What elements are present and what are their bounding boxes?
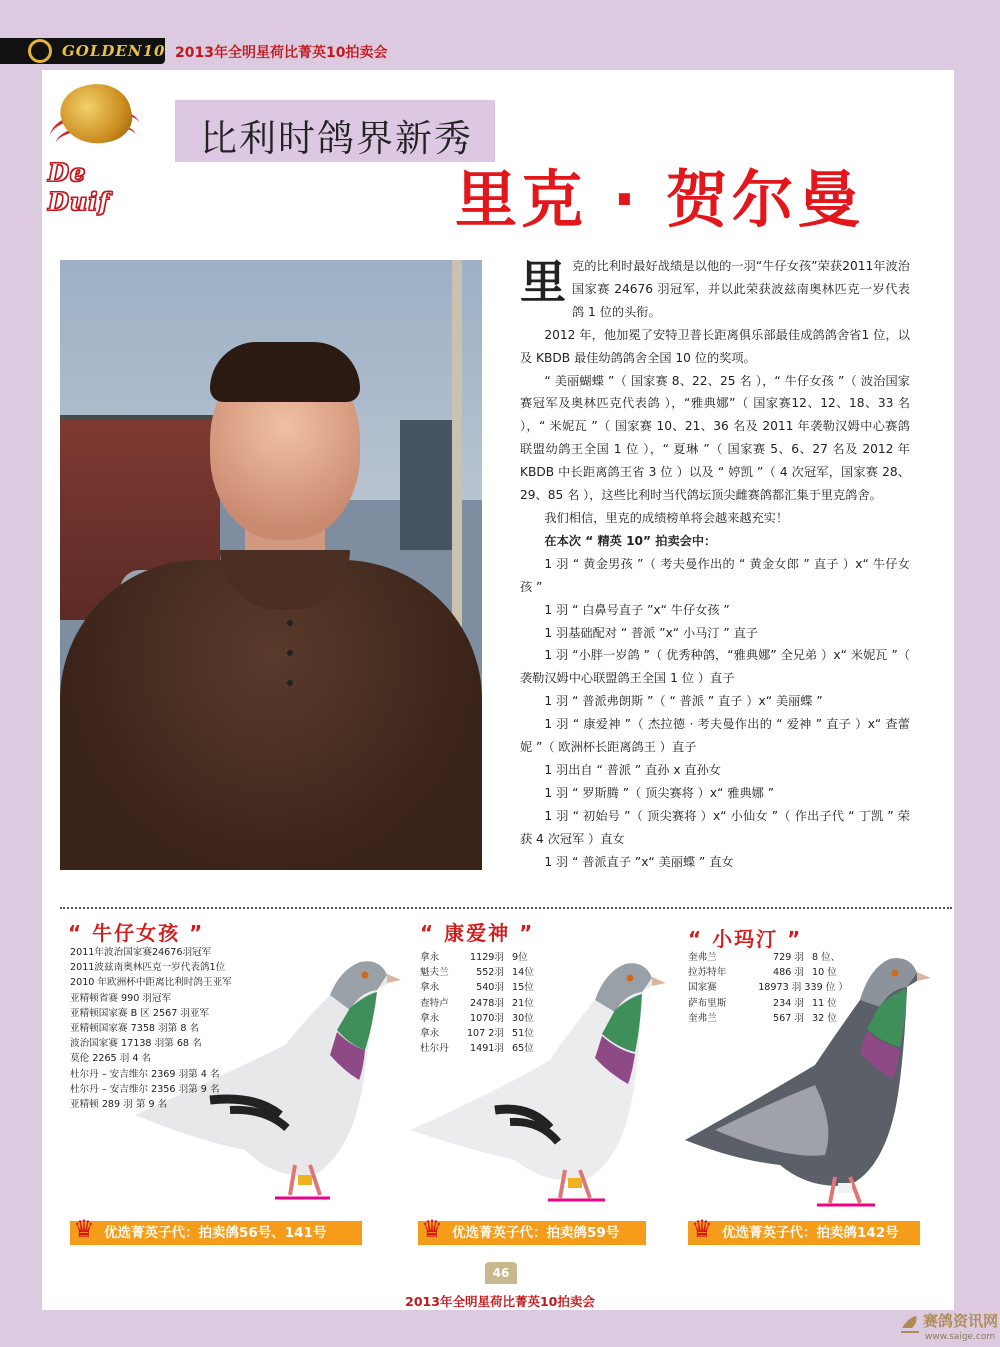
auction-item: 1 羽 “ 罗斯腾 ”（ 顶尖赛将 ）x“ 雅典娜 ”: [544, 785, 775, 800]
shirt-button: [287, 680, 293, 686]
result-row: [420, 980, 552, 995]
birds: 729 羽: [773, 952, 804, 963]
race: 萨布里斯: [688, 997, 727, 1009]
auction-item: 1 羽 “ 黄金男孩 ”（ 考夫曼作出的 “ 黄金女郎 ” 直子 ）x“ 牛仔女孩 ”: [520, 556, 910, 594]
place: 9位: [512, 952, 528, 963]
footer-title: 2013年全明星荷比菁英10拍卖会: [405, 1294, 595, 1309]
result-line: 2010 年欧洲杯中距离比利时鸽王亚军: [70, 977, 232, 989]
pigeon-results-2: [420, 950, 552, 1056]
watermark: [895, 1308, 1000, 1347]
crown-icon: ♛: [421, 1215, 443, 1243]
race: 拉苏特年: [688, 967, 727, 979]
result-row: [688, 1011, 906, 1026]
kicker-title: 比利时鸽界新秀: [200, 117, 473, 160]
result-row: [688, 980, 906, 995]
birds: 2478羽: [469, 997, 504, 1009]
photo-hair: [210, 342, 360, 402]
page-number: 46: [485, 1262, 517, 1284]
watermark-url[interactable]: www.saige.com: [925, 1332, 996, 1342]
birds: 540羽: [476, 982, 504, 994]
auction-item: 1 羽 “ 康爱神 ”（ 杰拉德 · 考夫曼作出的 “ 爱神 ” 直子 ）x“ 查蕾妮 ”（ 欧洲杯长距离鸽王 ）直子: [520, 717, 910, 755]
race: 奎弗兰: [688, 952, 717, 963]
auction-item: 1 羽 “ 白鼻号直子 ”x“ 牛仔女孩 ”: [544, 602, 730, 617]
offspring-badge-1: [70, 1215, 362, 1245]
top-bar: [0, 38, 1000, 64]
auction-item: 1 羽 “ 普派直子 ”x“ 美丽蝶 ” 直女: [544, 854, 734, 869]
dotted-divider: [60, 907, 952, 909]
article-text: 克的比利时最好战绩是以他的一羽“牛仔女孩”荣获2011年波治国家赛 24676 羽冠军，并以此荣获波兹南奥林匹克一岁代表鸽 1 位的头衔。: [572, 259, 910, 319]
birds: 18973 羽 339 位 ）: [758, 982, 848, 994]
race: 拿永: [420, 1012, 440, 1024]
pigeon-results-3: [688, 950, 906, 1026]
watermark-name: 赛鸽资讯网: [923, 1312, 999, 1330]
crown-icon: ♛: [73, 1215, 95, 1243]
logo-text: GOLDEN10: [62, 42, 166, 60]
race: 查特卢: [420, 997, 449, 1009]
result-line: 莫伦 2265 羽 4 名: [70, 1053, 152, 1065]
shirt-button: [287, 650, 293, 656]
badge-text: 优选菁英子代：拍卖鸽142号: [722, 1225, 899, 1241]
auction-item: 1 羽基础配对 “ 普派 ”x“ 小马汀 ” 直子: [544, 625, 758, 640]
birds: 567 羽: [773, 1012, 804, 1024]
place: 8 位、: [812, 952, 841, 963]
logo-ring-icon: [28, 39, 52, 63]
birds: 486 羽: [773, 967, 804, 979]
pigeon-name-2: “ 康爱神 ”: [420, 921, 535, 945]
auction-item: 1 羽出自 “ 普派 ” 直孙 x 直孙女: [544, 762, 721, 777]
headline: 里克 · 贺尔曼: [455, 163, 864, 236]
article-body: [520, 255, 910, 873]
portrait-photo: [60, 260, 482, 870]
place: 15位: [512, 982, 534, 994]
place: 51位: [512, 1028, 534, 1040]
place: 14位: [512, 967, 534, 979]
drop-cap: 里: [520, 255, 566, 309]
brand-name: De Duif: [48, 158, 110, 216]
result-row: [420, 965, 552, 980]
badge-text: 优选菁英子代：拍卖鸽59号: [452, 1225, 620, 1241]
result-line: 杜尔丹 – 安吉维尔 2369 羽第 4 名: [70, 1068, 220, 1080]
auction-item: 1 羽 “小胖一岁鸽 ”（ 优秀种鸽，“雅典娜” 全兄弟 ）x“ 米妮瓦 ”（ 袭勒汉姆中心联盟鸽王全国 1 位 ）直子: [520, 648, 910, 686]
article-paragraph: “ 美丽蝴蝶 ”（ 国家赛 8、22、25 名 ），“ 牛仔女孩 ”（ 波治国家赛冠军及奥林匹克代表鸽 ），“雅典娜”（ 国家赛12、12、18、33 名 ），“ 米妮瓦 ”（ 国家赛 10、21、36 名及 2011 年袭勒汉姆中心赛鸽联盟幼鸽王全国 1 位 ），“ 夏琳 ”（ 国家赛 5、6、27 名及 2012 年 KBDB 中长距离鸽王省 3 位 ）以及 “ 婷凯 ”（ 4 次冠军，国家赛 28、29、85 名 ），这些比利时当代鸽坛顶尖雌赛鸽都汇集于里克鸽舍。: [520, 373, 910, 503]
article-paragraph: 2012 年，他加冕了安特卫普长距离俱乐部最佳成鸽鸽舍省1 位，以及 KBDB 最佳幼鸽鸽舍全国 10 位的奖项。: [520, 327, 910, 365]
race: 奎弗兰: [688, 1012, 717, 1024]
pigeon-name-3: “ 小玛汀 ”: [688, 927, 803, 951]
birds: 1491羽: [469, 1043, 504, 1055]
result-row: [420, 950, 552, 965]
badge-text: 优选菁英子代：拍卖鸽56号、141号: [104, 1225, 327, 1241]
photo-sign: [400, 420, 460, 550]
result-row: [420, 996, 552, 1011]
pigeon-name-1: “ 牛仔女孩 ”: [68, 921, 205, 945]
auction-item: 1 羽 “ 初始号 ”（ 顶尖赛将 ）x“ 小仙女 ”（ 作出子代 “ 丁凯 ” 荣获 4 次冠军 ）直女: [520, 808, 910, 846]
result-line: 亚精顿国家赛 7358 羽第 8 名: [70, 1023, 200, 1035]
birds: 1070羽: [469, 1012, 504, 1024]
place: 10 位: [812, 967, 837, 979]
place: 65位: [512, 1043, 534, 1055]
race: 拿永: [420, 952, 440, 963]
birds: 1129羽: [469, 952, 504, 963]
birds: 552羽: [476, 967, 504, 979]
birds: 107 2羽: [466, 1028, 504, 1040]
result-line: 亚精顿国家赛 B 区 2567 羽亚军: [70, 1007, 210, 1019]
auction-intro: 在本次 “ 精英 10” 拍卖会中：: [544, 533, 717, 548]
race: 魁夫兰: [420, 967, 449, 979]
race: 拿永: [420, 1028, 440, 1040]
result-line: 亚精顿省赛 990 羽冠军: [70, 992, 172, 1004]
result-row: [688, 965, 906, 980]
race: 国家赛: [688, 982, 717, 994]
result-line: 波治国家赛 17138 羽第 68 名: [70, 1038, 202, 1050]
article-paragraph: 我们相信，里克的成绩榜单将会越来越充实！: [544, 510, 789, 525]
birds: 234 羽: [773, 997, 804, 1009]
result-line: 杜尔丹 – 安吉维尔 2356 羽第 9 名: [70, 1083, 220, 1095]
result-line: 亚精顿 289 羽 第 9 名: [70, 1099, 168, 1111]
de-duif-logo: [46, 80, 156, 216]
place: [856, 980, 906, 995]
result-row: [420, 1041, 552, 1056]
race: 拿永: [420, 982, 440, 994]
place: 11 位: [812, 997, 837, 1009]
crown-icon: ♛: [691, 1215, 713, 1243]
golden10-logo: [0, 38, 165, 64]
article-paragraph: [520, 255, 910, 324]
result-row: [688, 950, 906, 965]
pigeon-results-1: [70, 945, 232, 1112]
result-line: 2011年波治国家赛24676羽冠军: [70, 947, 212, 958]
shirt-button: [287, 620, 293, 626]
result-row: [688, 996, 906, 1011]
offspring-badge-2: [418, 1215, 646, 1245]
place: 21位: [512, 997, 534, 1009]
auction-item: 1 羽 “ 普派弗朗斯 ”（ “ 普派 ” 直子 ）x“ 美丽蝶 ”: [544, 694, 823, 709]
result-line: 2011波兹南奥林匹克一岁代表鸽1位: [70, 962, 226, 974]
place: 32 位: [812, 1012, 837, 1024]
race: 杜尔丹: [420, 1043, 449, 1055]
result-row: [420, 1026, 552, 1041]
header-title: 2013年全明星荷比菁英10拍卖会: [175, 45, 388, 61]
result-row: [420, 1011, 552, 1026]
watermark-pigeon-icon: [900, 1312, 920, 1334]
place: 30位: [512, 1012, 534, 1024]
offspring-badge-3: [688, 1215, 920, 1245]
